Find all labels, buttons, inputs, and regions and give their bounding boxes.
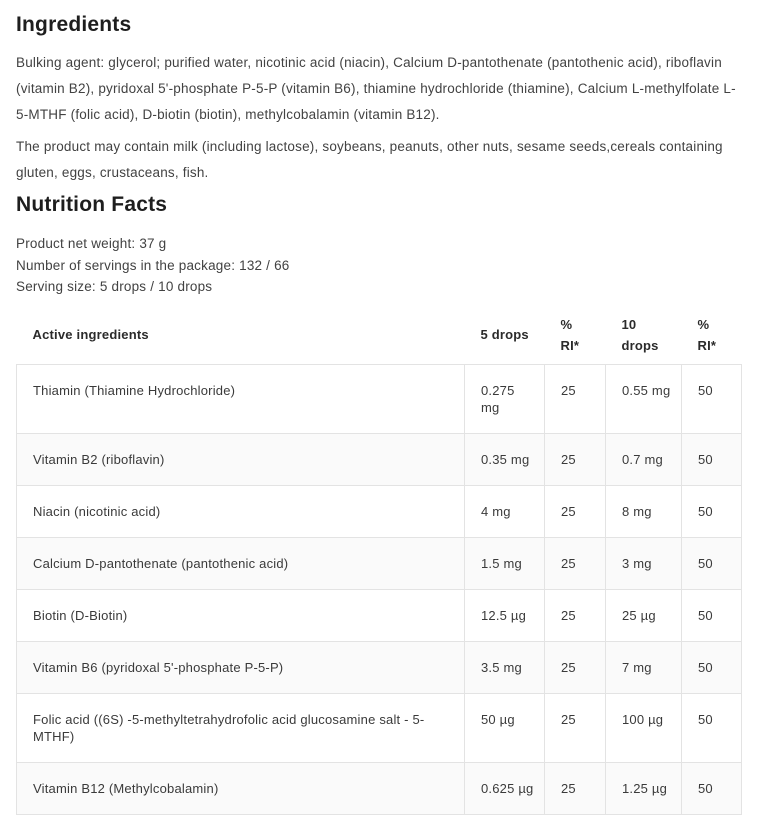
nutrition-table [16,306,742,815]
ingredients-title: Ingredients [16,13,132,36]
amount-5-drops-cell: 0.625 µg [465,762,545,814]
ingredient-name-cell: Biotin (D-Biotin) [17,589,465,641]
ri-10-drops-cell: 50 [682,433,742,485]
serving-size-line: Serving size: 5 drops / 10 drops [16,279,213,294]
ri-5-drops-cell: 25 [545,589,606,641]
table-row [17,364,742,433]
ingredient-name-cell: Vitamin B6 (pyridoxal 5'-phosphate P-5-P) [17,641,465,693]
amount-10-drops-cell: 100 µg [606,693,682,762]
ri-10-drops-cell: 50 [682,485,742,537]
nutrition-table-header [17,306,742,365]
ri-5-drops-cell: 25 [545,433,606,485]
ri-5-drops-cell: 25 [545,693,606,762]
amount-10-drops-cell: 8 mg [606,485,682,537]
amount-5-drops-cell: 3.5 mg [465,641,545,693]
ingredient-name-cell: Vitamin B12 (Methylcobalamin) [17,762,465,814]
amount-5-drops-cell: 1.5 mg [465,537,545,589]
net-weight-line: Product net weight: 37 g [16,236,167,251]
ri-5-drops-cell: 25 [545,762,606,814]
table-header-row [17,306,742,365]
ingredient-name-cell: Folic acid ((6S) -5-methyltetrahydrofolic acid glucosamine salt - 5-MTHF) [17,693,465,762]
ri-5-drops-cell: 25 [545,641,606,693]
amount-5-drops-cell: 0.35 mg [465,433,545,485]
table-row [17,433,742,485]
ri-10-drops-cell: 50 [682,537,742,589]
col-header-10-drops: 10 drops [621,316,659,353]
col-header-5-drops: 5 drops [480,327,529,342]
table-row [17,762,742,814]
ingredient-name-cell: Thiamin (Thiamine Hydrochloride) [17,364,465,433]
ri-10-drops-cell: 50 [682,641,742,693]
amount-5-drops-cell: 4 mg [465,485,545,537]
table-row [17,537,742,589]
ingredient-name-cell: Vitamin B2 (riboflavin) [17,433,465,485]
ri-10-drops-cell: 50 [682,693,742,762]
ri-5-drops-cell: 25 [545,364,606,433]
col-header-active-ingredients: Active ingredients [32,327,149,342]
col-header-ri-5-drops: % RI* [560,316,580,353]
amount-10-drops-cell: 25 µg [606,589,682,641]
ri-10-drops-cell: 50 [682,589,742,641]
amount-10-drops-cell: 1.25 µg [606,762,682,814]
ri-5-drops-cell: 25 [545,537,606,589]
amount-10-drops-cell: 0.7 mg [606,433,682,485]
allergen-warning-paragraph: The product may contain milk (including lactose), soybeans, peanuts, other nuts, sesame seeds,cereals containing gluten, eggs, crustaceans, fish. [16,139,723,180]
amount-10-drops-cell: 0.55 mg [606,364,682,433]
amount-5-drops-cell: 50 µg [465,693,545,762]
ingredient-name-cell: Niacin (nicotinic acid) [17,485,465,537]
amount-10-drops-cell: 3 mg [606,537,682,589]
table-row [17,693,742,762]
amount-5-drops-cell: 12.5 µg [465,589,545,641]
ingredients-composition-paragraph: Bulking agent: glycerol; purified water, nicotinic acid (niacin), Calcium D-pantothenate (pantothenic acid), riboflavin (vitamin B2), pyridoxal 5'-phosphate P-5-P (vitamin B6), thiamine hydrochloride (thiamine), Calcium L-methylfolate L-5-MTHF (folic acid), D-biotin (biotin), methylcobalamin (vitamin B12). [16,55,736,122]
nutrition-table-body [17,364,742,814]
servings-count-line: Number of servings in the package: 132 / 66 [16,257,290,273]
table-row [17,641,742,693]
ri-10-drops-cell: 50 [682,762,742,814]
ingredient-name-cell: Calcium D-pantothenate (pantothenic acid) [17,537,465,589]
amount-5-drops-cell: 0.275 mg [465,364,545,433]
ri-10-drops-cell: 50 [682,364,742,433]
nutrition-facts-title: Nutrition Facts [16,193,168,216]
amount-10-drops-cell: 7 mg [606,641,682,693]
table-row [17,485,742,537]
col-header-ri-10-drops: % RI* [697,316,717,353]
table-row [17,589,742,641]
ri-5-drops-cell: 25 [545,485,606,537]
